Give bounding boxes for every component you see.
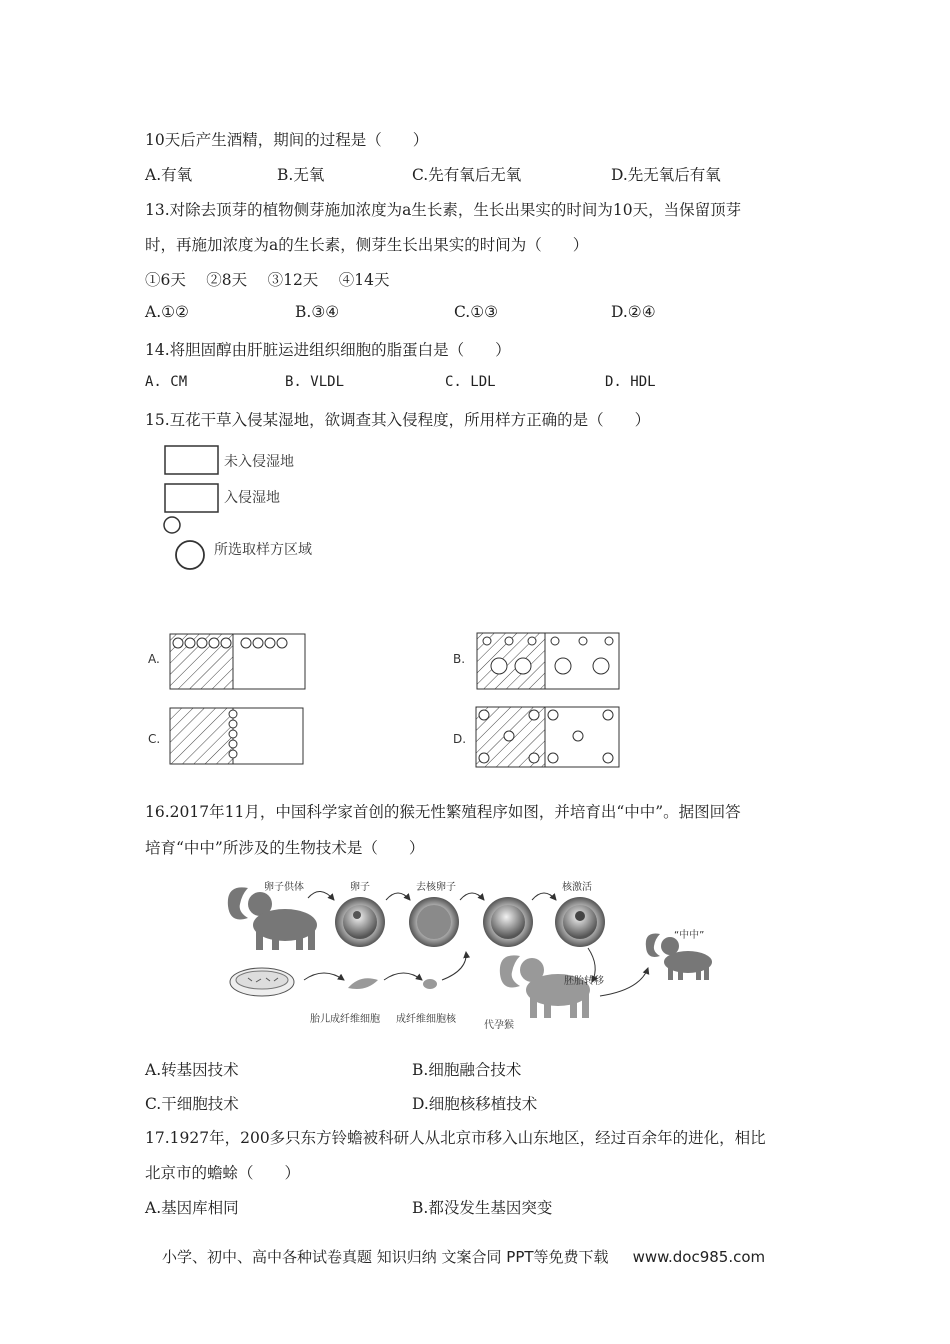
panel-a-label: A. <box>148 652 160 666</box>
footer-text: 小学、初中、高中各种试卷真题 知识归纳 文案合同 PPT等免费下载 <box>162 1248 609 1266</box>
q12-stem: 10天后产生酒精，期间的过程是（ ） <box>145 131 429 149</box>
legend-invaded-label: 入侵湿地 <box>224 490 280 506</box>
panel-c <box>170 708 303 764</box>
q13-stem-line2: 时，再施加浓度为a的生长素，侧芽生长出果实的时间为（ ） <box>145 236 589 254</box>
label-egg-donor: 卵子供体 <box>264 882 304 893</box>
q15-stem: 15.互花干草入侵某湿地，欲调查其入侵程度，所用样方正确的是（ ） <box>145 411 651 429</box>
label-fetal-fibroblast: 胎儿成纤维细胞 <box>310 1014 380 1025</box>
panel-d-label: D. <box>453 732 467 746</box>
q12-option-a: A.有氧 <box>145 166 193 184</box>
fibroblast-nucleus-icon <box>423 979 437 989</box>
q13-option-b: B.③④ <box>295 303 340 321</box>
q13-option-c: C.①③ <box>454 303 499 321</box>
q16-stem-line2: 培育“中中”所涉及的生物技术是（ ） <box>145 839 425 857</box>
panel-a <box>170 634 305 689</box>
q17-option-b: B.都没发生基因突变 <box>412 1199 553 1217</box>
q13-option-d: D.②④ <box>611 303 656 321</box>
q16-option-d: D.细胞核移植技术 <box>412 1095 538 1113</box>
q14-option-d: D. HDL <box>605 374 656 390</box>
q14-option-c: C. LDL <box>445 374 496 390</box>
panel-c-label: C. <box>148 732 161 746</box>
q12-option-d: D.先无氧后有氧 <box>611 166 721 184</box>
activated-egg-icon <box>555 897 605 947</box>
egg-icon <box>335 897 385 947</box>
enucleated-egg-icon <box>409 897 459 947</box>
panel-d <box>476 707 619 767</box>
q13-stem-line1: 13.对除去顶芽的植物侧芽施加浓度为a生长素，生长出果实的时间为10天，当保留顶芽 <box>145 201 742 219</box>
legend-uninvaded-label: 未入侵湿地 <box>224 454 294 470</box>
q13-choices: ①6天 ②8天 ③12天 ④14天 <box>145 271 390 289</box>
petri-dish-icon <box>230 968 294 996</box>
label-egg: 卵子 <box>350 882 370 893</box>
q15-legend <box>150 440 370 580</box>
q16-cloning-figure <box>220 870 730 1030</box>
q16-stem-line1: 16.2017年11月，中国科学家首创的猴无性繁殖程序如图，并培育出“中中”。据图回答 <box>145 803 741 821</box>
panel-b-label: B. <box>453 652 466 666</box>
q12-option-c: C.先有氧后无氧 <box>412 166 522 184</box>
label-fibroblast-nucleus: 成纤维细胞核 <box>396 1014 456 1025</box>
legend-uninvaded-box <box>165 446 218 474</box>
label-zhongzhong: “中中” <box>674 930 705 941</box>
q17-stem-line1: 17.1927年，200多只东方铃蟾被科研人从北京市移入山东地区，经过百余年的进化，相比 <box>145 1129 766 1147</box>
legend-small-circle <box>164 517 180 533</box>
q14-option-b: B. VLDL <box>285 374 345 390</box>
label-embryo-transfer: 胚胎转移 <box>564 976 604 987</box>
legend-sample-label: 所选取样方区域 <box>214 542 312 558</box>
q15-panels <box>140 625 640 775</box>
q14-option-a: A. CM <box>145 374 188 390</box>
legend-large-circle <box>176 541 204 569</box>
q17-stem-line2: 北京市的蟾蜍（ ） <box>145 1164 301 1182</box>
q16-option-b: B.细胞融合技术 <box>412 1061 522 1079</box>
label-enucleated-egg: 去核卵子 <box>416 882 456 893</box>
panel-b <box>477 633 619 689</box>
q12-option-b: B.无氧 <box>277 166 325 184</box>
q16-option-c: C.干细胞技术 <box>145 1095 239 1113</box>
legend-invaded-box <box>165 484 218 512</box>
page-footer <box>162 1246 765 1267</box>
footer-url[interactable]: www.doc985.com <box>632 1248 766 1266</box>
q17-option-a: A.基因库相同 <box>145 1199 239 1217</box>
q16-option-a: A.转基因技术 <box>145 1061 239 1079</box>
label-nucleus-activation: 核激活 <box>562 882 592 893</box>
fibroblast-cell-icon <box>348 978 378 989</box>
donor-monkey-icon <box>228 887 317 950</box>
reconstructed-egg-icon <box>483 897 533 947</box>
q14-stem: 14.将胆固醇由肝脏运进组织细胞的脂蛋白是（ ） <box>145 341 511 359</box>
q13-option-a: A.①② <box>145 303 189 321</box>
label-surrogate: 代孕猴 <box>484 1020 514 1030</box>
